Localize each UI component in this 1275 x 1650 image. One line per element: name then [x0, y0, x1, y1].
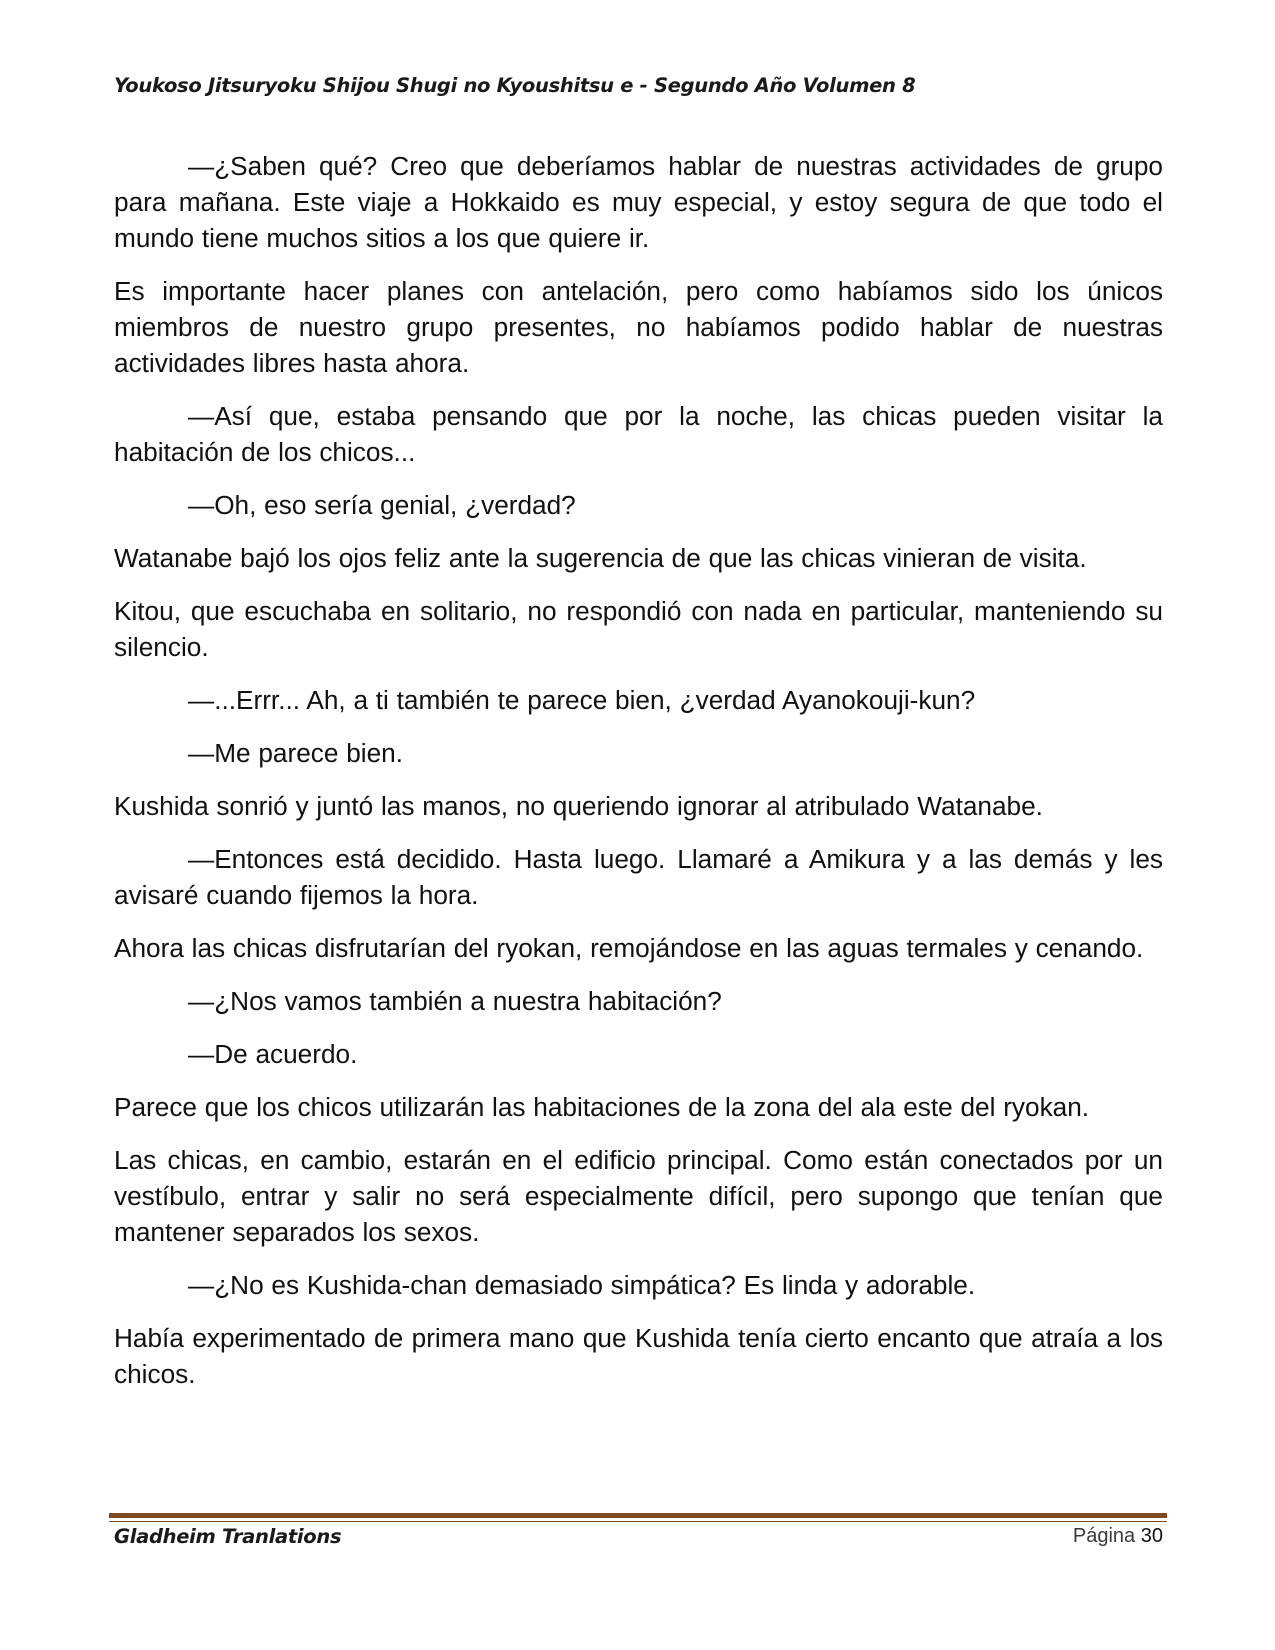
paragraph: Parece que los chicos utilizarán las habitaciones de la zona del ala este del ryokan. [114, 1092, 1090, 1122]
page-label: Página [1072, 1525, 1136, 1547]
paragraph: —¿Nos vamos también a nuestra habitación? [188, 986, 722, 1016]
paragraph: —Oh, eso sería genial, ¿verdad? [188, 490, 576, 520]
paragraph: —...Errr... Ah, a ti también te parece bien, ¿verdad Ayanokouji-kun? [188, 685, 976, 715]
page-indicator [1073, 1525, 1163, 1548]
paragraph: —¿No es Kushida-chan demasiado simpática? Es linda y adorable. [188, 1270, 976, 1300]
page-body [114, 148, 1163, 1409]
paragraph: Kitou, que escuchaba en solitario, no respondió con nada en particular, manteniendo su silencio. [114, 596, 1163, 662]
paragraph: Había experimentado de primera mano que Kushida tenía cierto encanto que atraía a los chicos. [114, 1323, 1163, 1389]
paragraph: Es importante hacer planes con antelación, pero como habíamos sido los únicos miembros de nuestro grupo presentes, no habíamos podido hablar de nuestras actividades libres hasta ahora. [114, 276, 1163, 378]
paragraph: Las chicas, en cambio, estarán en el edificio principal. Como están conectados por un vestíbulo, entrar y salir no será especialmente difícil, pero supongo que tenían que mantener separados los sexos. [114, 1145, 1163, 1247]
paragraph: Kushida sonrió y juntó las manos, no queriendo ignorar al atribulado Watanabe. [114, 791, 1043, 821]
paragraph: —De acuerdo. [188, 1039, 358, 1069]
paragraph: —Así que, estaba pensando que por la noche, las chicas pueden visitar la habitación de los chicos... [114, 401, 1163, 467]
running-header: Youkoso Jitsuryoku Shijou Shugi no Kyoushitsu e - Segundo Año Volumen 8 [114, 74, 916, 97]
paragraph: Ahora las chicas disfrutarían del ryokan, remojándose en las aguas termales y cenando. [114, 933, 1144, 963]
footer-rule-thin [109, 1521, 1167, 1522]
footer-group-name: Gladheim Tranlations [114, 1525, 342, 1548]
paragraph: —Me parece bien. [188, 738, 403, 768]
footer-rule [109, 1513, 1167, 1518]
page-number: 30 [1140, 1525, 1163, 1547]
paragraph: Watanabe bajó los ojos feliz ante la sugerencia de que las chicas vinieran de visita. [114, 543, 1087, 573]
paragraph: —¿Saben qué? Creo que deberíamos hablar de nuestras actividades de grupo para mañana. Este viaje a Hokkaido es muy especial, y estoy segura de que todo el mundo tiene muchos sitios a los que quiere ir. [114, 151, 1163, 253]
paragraph: —Entonces está decidido. Hasta luego. Llamaré a Amikura y a las demás y les avisaré cuando fijemos la hora. [114, 844, 1163, 910]
